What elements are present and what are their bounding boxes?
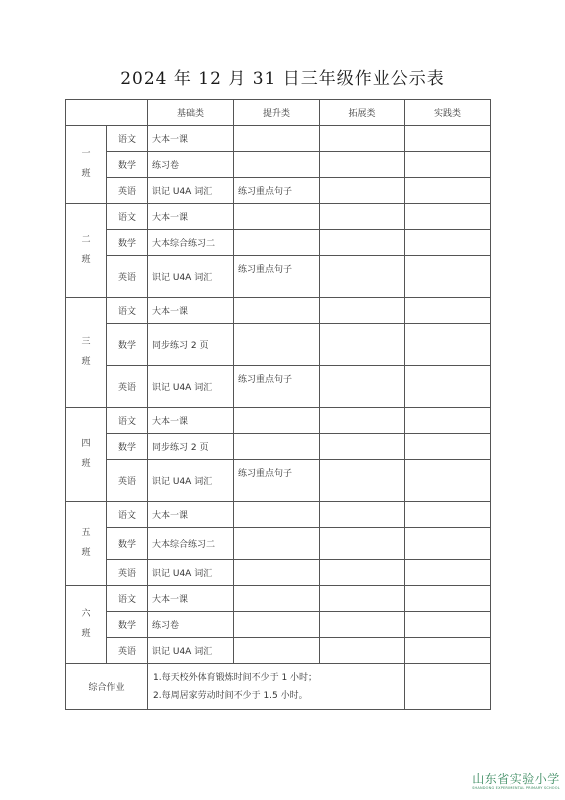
table-row — [66, 126, 491, 152]
general-line-1: 1.每天校外体育锻炼时间不少于 1 小时； — [153, 672, 318, 683]
improve-cell — [234, 152, 320, 178]
practice-cell — [405, 204, 491, 230]
table-row — [66, 366, 491, 408]
table-row — [66, 152, 491, 178]
table-row — [66, 586, 491, 612]
practice-cell — [405, 528, 491, 560]
table-row — [66, 408, 491, 434]
improve-cell — [234, 204, 320, 230]
subject-cell: 英语 — [107, 178, 148, 204]
improve-cell — [234, 126, 320, 152]
subject-cell: 数学 — [107, 324, 148, 366]
practice-cell — [405, 256, 491, 298]
header-extend: 拓展类 — [320, 100, 405, 126]
extend-cell — [320, 560, 405, 586]
practice-cell — [405, 638, 491, 664]
school-logo-name: 山东省实验小学 — [472, 772, 560, 786]
extend-cell — [320, 298, 405, 324]
improve-cell — [234, 528, 320, 560]
header-corner-cell — [66, 100, 148, 126]
general-text-cell — [148, 664, 405, 710]
class-name-cell: 五 班 — [66, 502, 107, 586]
basic-cell: 识记 U4A 词汇 — [148, 366, 234, 408]
page-title: 2024 年 12 月 31 日三年级作业公示表 — [120, 69, 445, 89]
subject-cell: 英语 — [107, 560, 148, 586]
extend-cell — [320, 126, 405, 152]
practice-cell — [405, 366, 491, 408]
extend-cell — [320, 152, 405, 178]
subject-cell: 数学 — [107, 230, 148, 256]
general-line-2: 2.每周居家劳动时间不少于 1.5 小时。 — [153, 690, 308, 701]
class-name-cell: 四 班 — [66, 408, 107, 502]
improve-cell — [234, 586, 320, 612]
practice-cell — [405, 298, 491, 324]
class-name-cell: 一 班 — [66, 126, 107, 204]
practice-cell — [405, 178, 491, 204]
general-label: 综合作业 — [66, 664, 148, 710]
subject-cell: 语文 — [107, 204, 148, 230]
subject-cell: 英语 — [107, 366, 148, 408]
table-row — [66, 324, 491, 366]
general-row — [66, 664, 491, 710]
extend-cell — [320, 230, 405, 256]
table-row — [66, 528, 491, 560]
subject-cell: 数学 — [107, 612, 148, 638]
basic-cell: 识记 U4A 词汇 — [148, 178, 234, 204]
table-row — [66, 612, 491, 638]
subject-cell: 数学 — [107, 434, 148, 460]
basic-cell: 识记 U4A 词汇 — [148, 256, 234, 298]
homework-table — [65, 99, 491, 710]
practice-cell — [405, 408, 491, 434]
table-row — [66, 460, 491, 502]
subject-cell: 语文 — [107, 126, 148, 152]
improve-cell — [234, 324, 320, 366]
basic-cell: 识记 U4A 词汇 — [148, 460, 234, 502]
improve-cell: 练习重点句子 — [234, 460, 320, 502]
basic-cell: 大本一课 — [148, 502, 234, 528]
basic-cell: 大本一课 — [148, 408, 234, 434]
subject-cell: 英语 — [107, 460, 148, 502]
header-improve: 提升类 — [234, 100, 320, 126]
practice-cell — [405, 230, 491, 256]
extend-cell — [320, 434, 405, 460]
practice-cell — [405, 126, 491, 152]
subject-cell: 语文 — [107, 502, 148, 528]
improve-cell: 练习重点句子 — [234, 366, 320, 408]
practice-cell — [405, 460, 491, 502]
extend-cell — [320, 204, 405, 230]
subject-cell: 英语 — [107, 256, 148, 298]
extend-cell — [320, 408, 405, 434]
table-row — [66, 230, 491, 256]
extend-cell — [320, 256, 405, 298]
subject-cell: 语文 — [107, 586, 148, 612]
basic-cell: 识记 U4A 词汇 — [148, 560, 234, 586]
basic-cell: 大本综合练习二 — [148, 528, 234, 560]
extend-cell — [320, 178, 405, 204]
practice-cell — [405, 612, 491, 638]
extend-cell — [320, 366, 405, 408]
subject-cell: 语文 — [107, 408, 148, 434]
basic-cell: 练习卷 — [148, 612, 234, 638]
class-name-cell: 二 班 — [66, 204, 107, 298]
improve-cell — [234, 298, 320, 324]
practice-cell — [405, 586, 491, 612]
table-row — [66, 298, 491, 324]
basic-cell: 大本一课 — [148, 586, 234, 612]
subject-cell: 数学 — [107, 528, 148, 560]
table-row — [66, 256, 491, 298]
basic-cell: 同步练习 2 页 — [148, 434, 234, 460]
class-name-cell: 六 班 — [66, 586, 107, 664]
practice-cell — [405, 502, 491, 528]
subject-cell: 英语 — [107, 638, 148, 664]
basic-cell: 大本一课 — [148, 126, 234, 152]
extend-cell — [320, 612, 405, 638]
improve-cell — [234, 230, 320, 256]
basic-cell: 同步练习 2 页 — [148, 324, 234, 366]
basic-cell: 大本一课 — [148, 204, 234, 230]
school-logo — [470, 772, 562, 790]
practice-cell — [405, 560, 491, 586]
practice-cell — [405, 434, 491, 460]
subject-cell: 数学 — [107, 152, 148, 178]
table-row — [66, 560, 491, 586]
extend-cell — [320, 638, 405, 664]
improve-cell — [234, 408, 320, 434]
improve-cell: 练习重点句子 — [234, 178, 320, 204]
table-row — [66, 204, 491, 230]
improve-cell — [234, 434, 320, 460]
practice-cell — [405, 324, 491, 366]
table-row — [66, 434, 491, 460]
basic-cell: 大本综合练习二 — [148, 230, 234, 256]
table-row — [66, 178, 491, 204]
table-row — [66, 502, 491, 528]
extend-cell — [320, 460, 405, 502]
header-row — [66, 100, 491, 126]
subject-cell: 语文 — [107, 298, 148, 324]
improve-cell — [234, 638, 320, 664]
improve-cell — [234, 502, 320, 528]
basic-cell: 大本一课 — [148, 298, 234, 324]
extend-cell — [320, 502, 405, 528]
table-row — [66, 638, 491, 664]
extend-cell — [320, 324, 405, 366]
header-basic: 基础类 — [148, 100, 234, 126]
improve-cell — [234, 560, 320, 586]
basic-cell: 练习卷 — [148, 152, 234, 178]
improve-cell: 练习重点句子 — [234, 256, 320, 298]
header-practice: 实践类 — [405, 100, 491, 126]
practice-cell — [405, 152, 491, 178]
basic-cell: 识记 U4A 词汇 — [148, 638, 234, 664]
extend-cell — [320, 586, 405, 612]
improve-cell — [234, 612, 320, 638]
extend-cell — [320, 528, 405, 560]
general-empty-cell — [405, 664, 491, 710]
school-logo-english: SHANDONG EXPERIMENTAL PRIMARY SCHOOL — [472, 786, 560, 790]
class-name-cell: 三 班 — [66, 298, 107, 408]
